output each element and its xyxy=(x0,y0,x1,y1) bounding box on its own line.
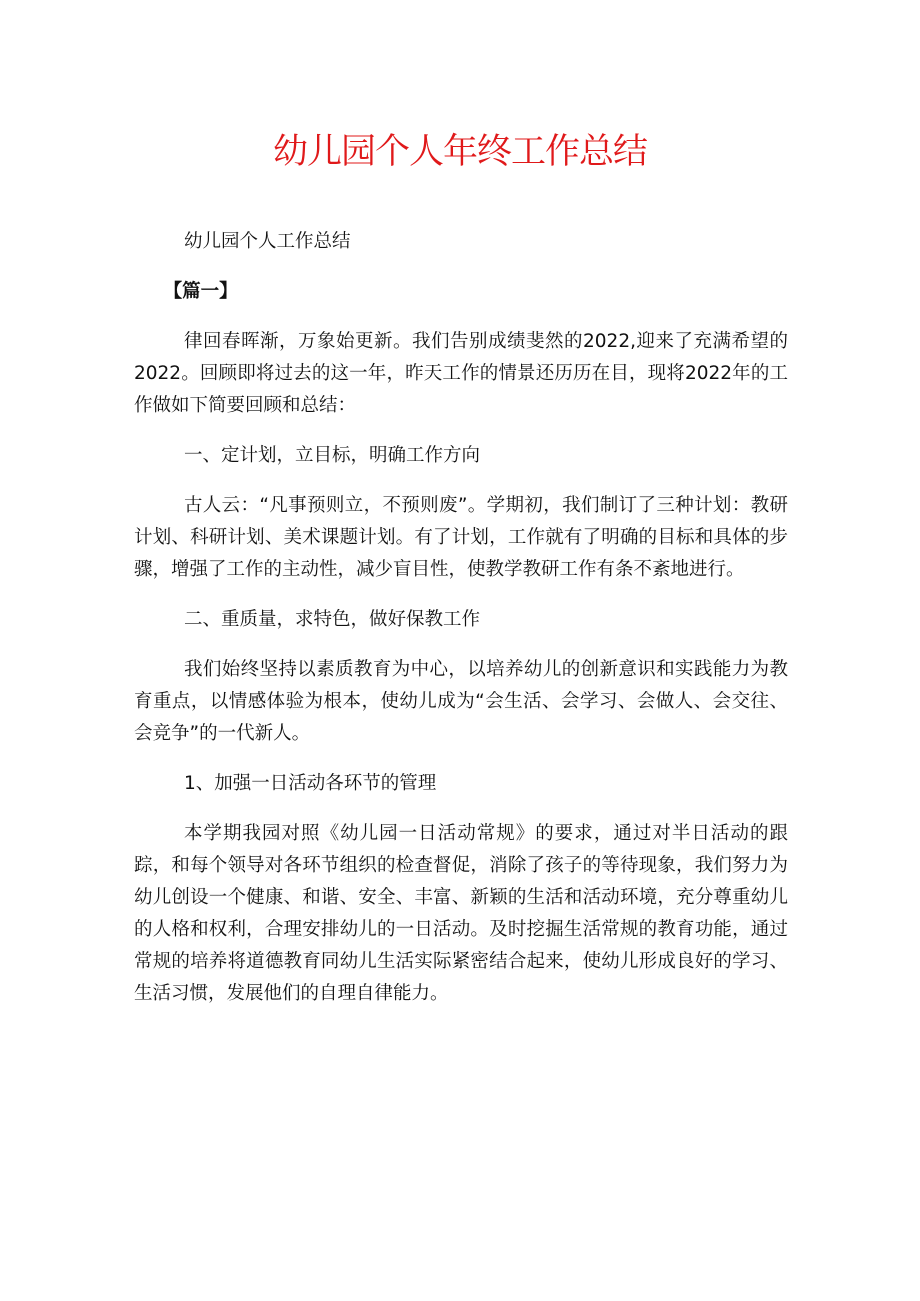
paragraph-quality: 我们始终坚持以素质教育为中心，以培养幼儿的创新意识和实践能力为教育重点，以情感体验为根本，使幼儿成为“会生活、会学习、会做人、会交往、会竞争”的一代新人。 xyxy=(134,659,788,744)
document-title: 幼儿园个人年终工作总结 xyxy=(272,132,647,172)
paragraph-plan: 古人云：“凡事预则立，不预则废”。学期初，我们制订了三种计划：教研计划、科研计划、美术课题计划。有了计划，工作就有了明确的目标和具体的步骤，增强了工作的主动性，减少盲目性，使教学教研工作有条不紊地进行。 xyxy=(134,495,788,580)
paragraph-intro: 律回春晖渐，万象始更新。我们告别成绩斐然的2022,迎来了充满希望的2022。回顾即将过去的这一年，昨天工作的情景还历历在目，现将2022年的工作做如下简要回顾和总结： xyxy=(134,331,788,416)
paragraph-daily-activities: 本学期我园对照《幼儿园一日活动常规》的要求，通过对半日活动的跟踪，和每个领导对各环节组织的检查督促，消除了孩子的等待现象，我们努力为幼儿创设一个健康、和谐、安全、丰富、新颖的生活和活动环境，充分尊重幼儿的人格和权利，合理安排幼儿的一日活动。及时挖掘生活常规的教育功能，通过常规的培养将道德教育同幼儿生活实际紧密结合起来，使幼儿形成良好的学习、生活习惯，发展他们的自理自律能力。 xyxy=(134,823,788,1004)
heading-one: 一、定计划，立目标，明确工作方向 xyxy=(183,445,480,466)
section-label: 【篇一】 xyxy=(163,281,238,302)
heading-sub-one: 1、加强一日活动各环节的管理 xyxy=(183,773,437,794)
subtitle: 幼儿园个人工作总结 xyxy=(183,231,351,252)
document-body xyxy=(134,226,788,1010)
heading-two: 二、重质量，求特色，做好保教工作 xyxy=(183,609,480,630)
section-label-wrapper xyxy=(134,276,788,308)
